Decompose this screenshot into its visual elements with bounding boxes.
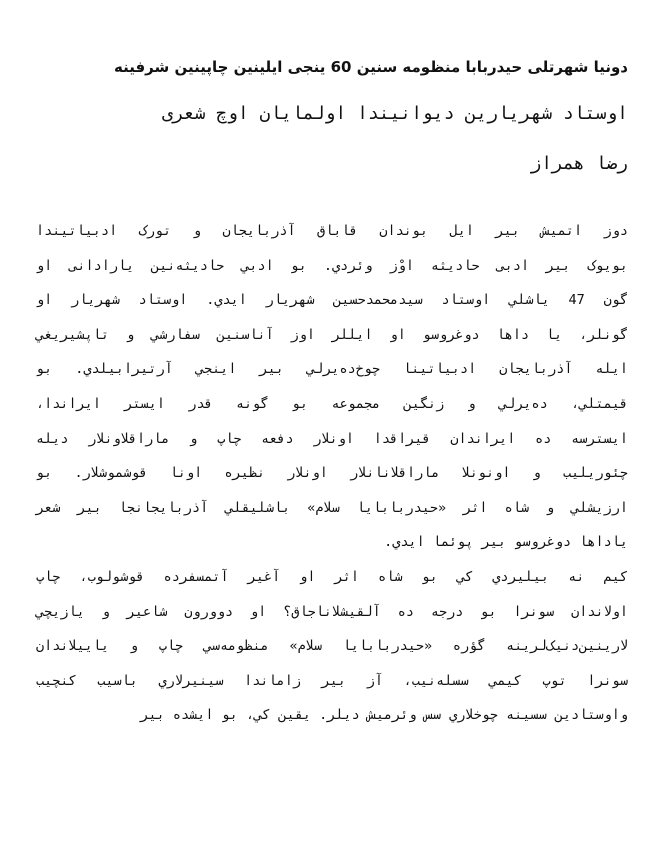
text-line: اولاندان سونرا بو درجه ده آلقیشلاناجاق؟ او دوورون شاعیر و یازیچي [36, 603, 628, 620]
text-line: سونرا توپ کیمي سسله‌نیب، آز بیر زاماندا سینیرلاري باسیب کنچیب [36, 672, 628, 689]
document-title: دونیا شهرتلی حیدربابا منظومه سنین 60 ینجی ایلینین چاپینین شرفینه [114, 58, 628, 76]
text-line: چئوریلیب و اونونلا ماراقلانانلار اونلار نظیره اونا قوشموشلار. بو [36, 465, 628, 482]
body-paragraph [36, 560, 628, 733]
body-paragraph [36, 214, 628, 560]
text-line: ایله آذربایجان ادبیاتینا چوخ‌ده‌یرلي بیر اینجي آرتیرابیلدي. بو [36, 361, 628, 378]
text-line: ارزیشلي و شاه اثر «حیدربابایا سلام» باشلیقلي آذربایجانجا بیر شعر [36, 499, 628, 516]
text-line: لارینین‌دنیک‌لرینه گؤره «حیدربابایا سلام» منظومه‌سي چاپ و یاییلاندان [36, 638, 628, 655]
text-line: کیم نه بیلیردي کي بو شاه اثر او آغیر آتمسفرده قوشولوب، چاپ [36, 568, 628, 585]
author-name: رضا همراز [530, 153, 628, 174]
text-line: دوز اتمیش بیر ایل بوندان قاباق آذربایجان و تورک ادبیاتیندا [36, 223, 628, 239]
text-line: گونلر، یا داها دوغروسو او ایللر اوز آناسنین سفارشي و تاپشیریغي [36, 326, 628, 343]
body-text [36, 214, 628, 733]
document-subtitle: اوستاد شهریارین دیوانیندا اولمایان اوچ شعری [162, 103, 628, 124]
text-line: گون 47 یاشلي اوستاد سیدمحمدحسین شهریار ایدي. اوستاد شهریار او [36, 292, 628, 309]
text-line: قیمتلي، ده‌یرلي و زنگین مجموعه بو گونه قدر ایستر ایراندا، [36, 395, 628, 412]
text-line: بویوک بیر ادبی حادیثه اوْز وئردي. بو ادبي حادیثه‌نین یارادانی او [36, 257, 628, 274]
text-line: واوستادین سسینه چوخلاري سس وئرمیش دیلر. یقین کي، بو ایشده بیر [140, 707, 628, 724]
text-line: یاداها دوغروسو بیر پوئما ایدي. [384, 534, 628, 551]
text-line: ایسترسه ده ایراندان قیراقدا اونلار دفعه چاپ و ماراقلاونلار دیله [36, 430, 628, 447]
